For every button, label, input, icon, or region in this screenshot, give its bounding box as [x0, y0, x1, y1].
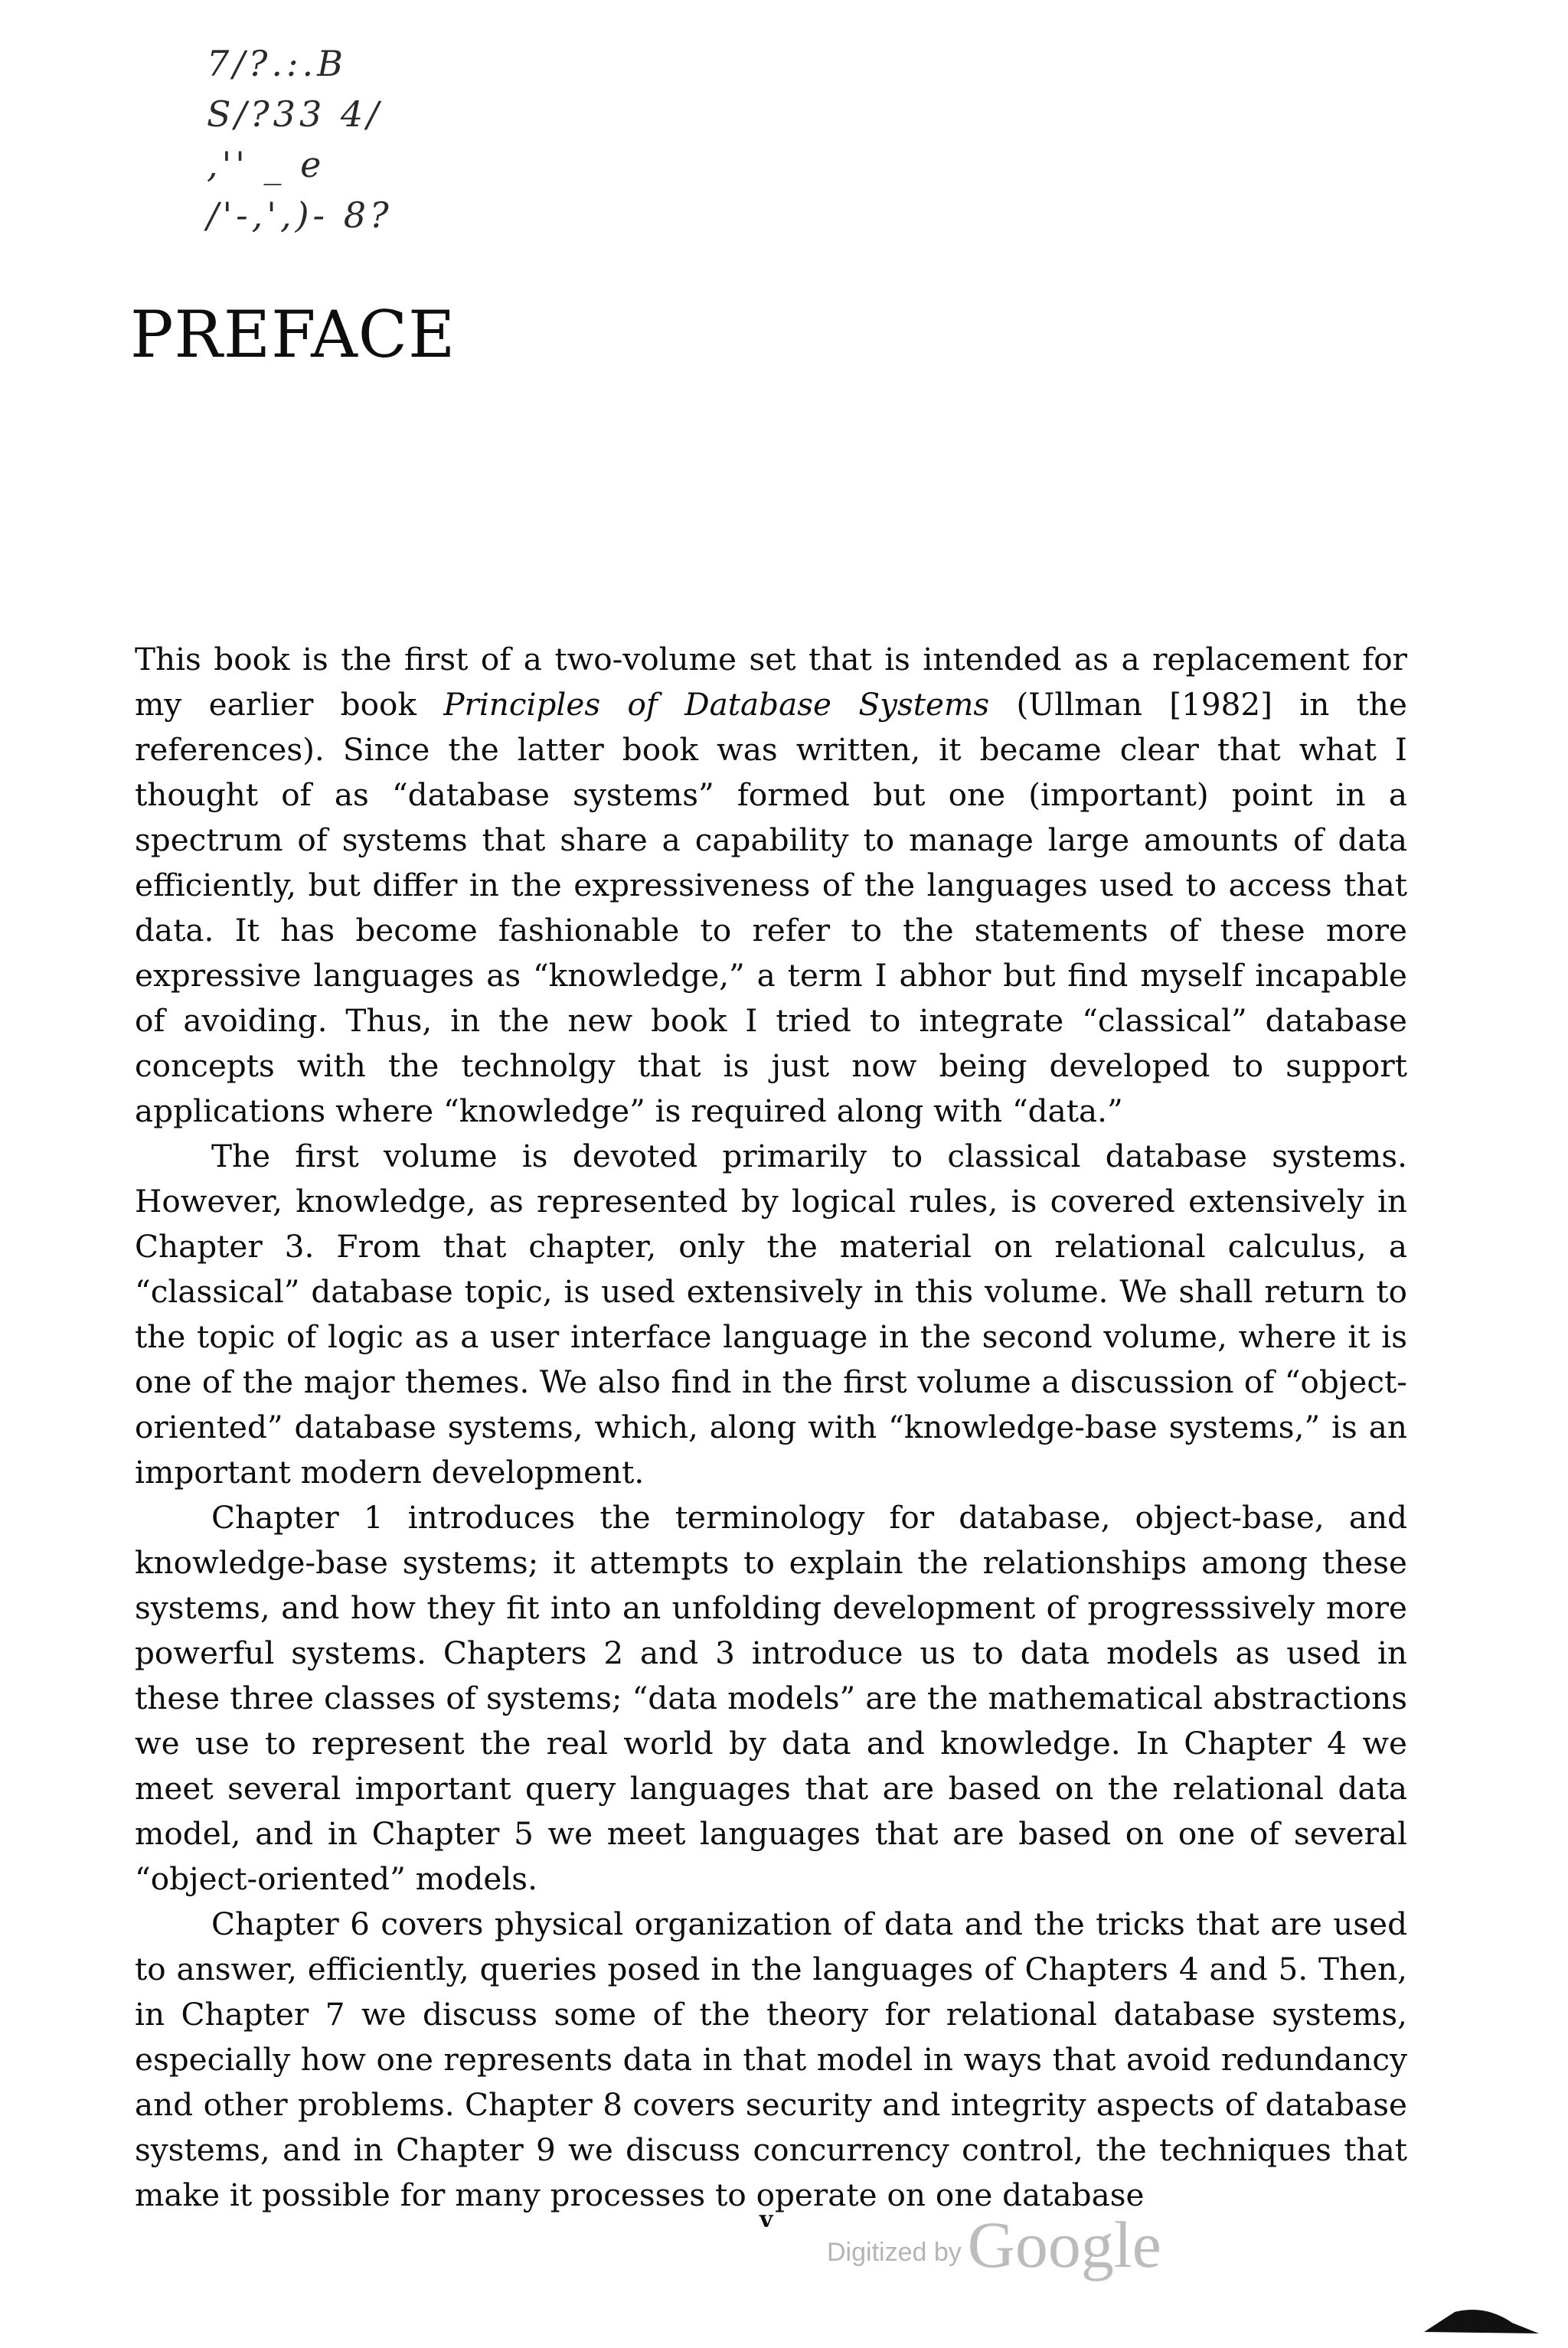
page-number: v	[760, 2206, 773, 2233]
page-title: PREFACE	[130, 297, 456, 372]
annotation-line: /'-,',)- 8?	[207, 194, 393, 236]
annotation-line: ,'' _ e	[207, 144, 325, 185]
handwritten-annotation	[207, 38, 393, 240]
text-run: This book is the first of a two-volume set that is intended as a replacement for my earlier book	[135, 641, 1407, 723]
watermark-prefix: Digitized by	[827, 2238, 962, 2267]
paragraph	[135, 637, 1407, 1134]
annotation-line: 7/?.:.B	[207, 43, 347, 84]
preface-body	[135, 637, 1407, 2218]
scan-corner-mark	[1424, 2289, 1547, 2335]
paragraph: Chapter 6 covers physical organization of data and the tricks that are used to answer, efficiently, queries posed in the languages of Chapters 4 and 5. Then, in Chapter 7 we discuss some of the theory for relational database systems, especially how one represents data in that model in ways that avoid redundancy and other problems. Chapter 8 covers security and integrity aspects of database systems, and in Chapter 9 we discuss concurrency control, the techniques that make it possible for many processes to operate on one database	[135, 1906, 1407, 2213]
book-title-italic: Principles of Database Systems	[443, 686, 990, 723]
digitized-watermark	[827, 2206, 1161, 2283]
paragraph: Chapter 1 introduces the terminology for database, object-base, and knowledge-base systems; it attempts to explain the relationships among these systems, and how they fit into an unfolding development of progresssively more powerful systems. Chapters 2 and 3 introduce us to data models as used in these three classes of systems; “data models” are the mathematical abstractions we use to represent the real world by data and knowledge. In Chapter 4 we meet several important query languages that are based on the relational data model, and in Chapter 5 we meet languages that are based on one of several “object-oriented” models.	[135, 1499, 1407, 1897]
text-run: (Ullman [1982] in the references). Since the latter book was written, it became clear that what I thought of as “database systems” formed but one (important) point in a spectrum of systems that share a capability to manage large amounts of data efficiently, but differ in the expressiveness of the languages used to access that data. It has become fashionable to refer to the statements of these more expressive languages as “knowledge,” a term I abhor but find myself incapable of avoiding. Thus, in the new book I tried to integrate “classical” database concepts with the technolgy that is just now being developed to support applications where “knowledge” is required along with “data.”	[135, 686, 1407, 1129]
annotation-line: S/?33 4/	[207, 93, 383, 135]
watermark-brand: Google	[967, 2208, 1161, 2281]
paragraph: The first volume is devoted primarily to classical database systems. However, knowledge, as represented by logical rules, is covered extensively in Chapter 3. From that chapter, only the material on relational calculus, a “classical” database topic, is used extensively in this volume. We shall return to the topic of logic as a user interface language in the second volume, where it is one of the major themes. We also find in the first volume a discussion of “object-oriented” database systems, which, along with “knowledge-base systems,” is an important modern development.	[135, 1138, 1407, 1491]
